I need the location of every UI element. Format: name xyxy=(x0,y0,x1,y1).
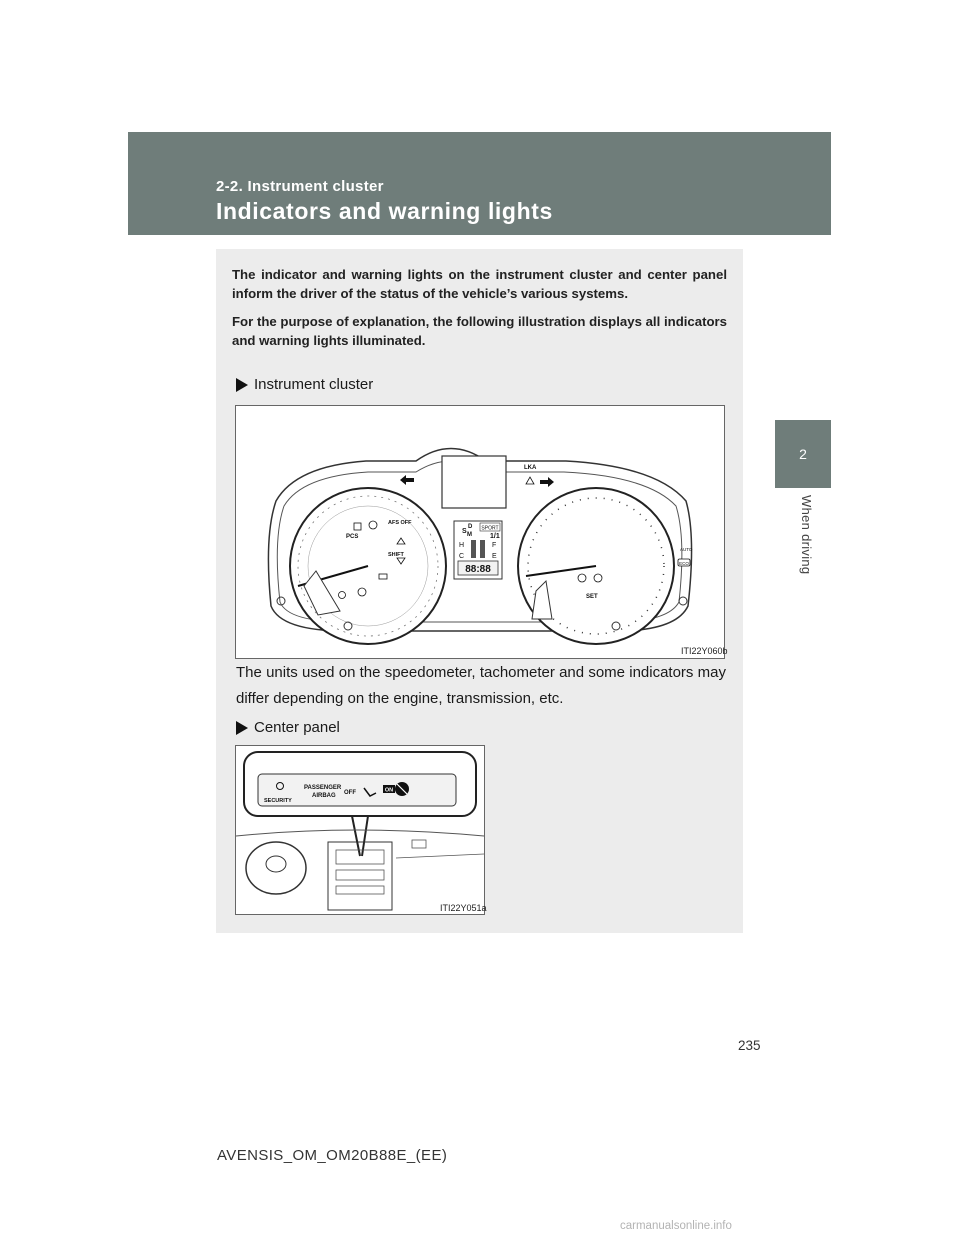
page-number: 235 xyxy=(738,1038,761,1053)
center-panel-heading-label: Center panel xyxy=(254,719,340,736)
fuel-fraction-label: 1/1 xyxy=(490,533,500,540)
sport-label: SPORT xyxy=(481,525,499,532)
intro-paragraph-2: For the purpose of explanation, the following illustration displays all indicators and warning lights illuminated. xyxy=(232,314,727,348)
odometer-readout: 88:88 xyxy=(465,564,491,575)
chapter-tab[interactable]: 2 xyxy=(775,420,831,488)
watermark: carmanualsonline.info xyxy=(620,1220,732,1232)
gear-d-label: D xyxy=(468,524,473,530)
section-label: 2-2. Instrument cluster xyxy=(216,178,384,195)
instrument-cluster-figure-code: ITI22Y060b xyxy=(681,646,728,656)
instrument-cluster-figure xyxy=(235,405,725,659)
passenger-label: PASSENGER xyxy=(304,785,342,791)
fuel-empty-label: E xyxy=(492,553,497,560)
lka-label: LKA xyxy=(524,465,537,471)
airbag-on-label: ON xyxy=(384,787,394,794)
triangle-bullet-icon xyxy=(236,378,248,392)
instrument-cluster-heading-label: Instrument cluster xyxy=(254,376,374,393)
gear-s-label: S xyxy=(462,528,467,535)
fuel-full-label: F xyxy=(492,542,497,549)
airbag-off-label: OFF xyxy=(344,790,356,796)
footer-code: AVENSIS_OM_OM20B88E_(EE) xyxy=(217,1147,448,1164)
temp-cold-label: C xyxy=(459,553,465,560)
triangle-bullet-icon xyxy=(236,721,248,735)
temp-hot-label: H xyxy=(459,542,465,549)
center-panel-figure xyxy=(235,745,485,915)
intro-paragraph-1: The indicator and warning lights on the instrument cluster and center panel inform the driver of the status of the vehicle’s various systems. xyxy=(232,267,727,301)
afs-off-label: AFS OFF xyxy=(388,520,412,526)
pcs-label: PCS xyxy=(346,534,359,540)
intro-text xyxy=(232,265,727,359)
gear-m-label: M xyxy=(467,532,472,538)
center-panel-figure-code: ITI22Y051a xyxy=(440,903,487,913)
page-title: Indicators and warning lights xyxy=(216,198,553,224)
airbag-label: AIRBAG xyxy=(312,793,336,799)
shift-label: SHIFT xyxy=(388,552,404,558)
auto-label: AUTO xyxy=(680,547,693,552)
units-note: The units used on the speedometer, tachometer and some indicators may differ depending on the engine, transmission, etc. xyxy=(236,664,726,707)
instrument-cluster-heading xyxy=(236,376,373,393)
set-label: SET xyxy=(586,594,598,600)
chapter-label: When driving xyxy=(799,495,814,575)
eco-label: ECO xyxy=(679,561,689,566)
center-panel-heading xyxy=(236,719,340,736)
security-label: SECURITY xyxy=(264,798,292,804)
